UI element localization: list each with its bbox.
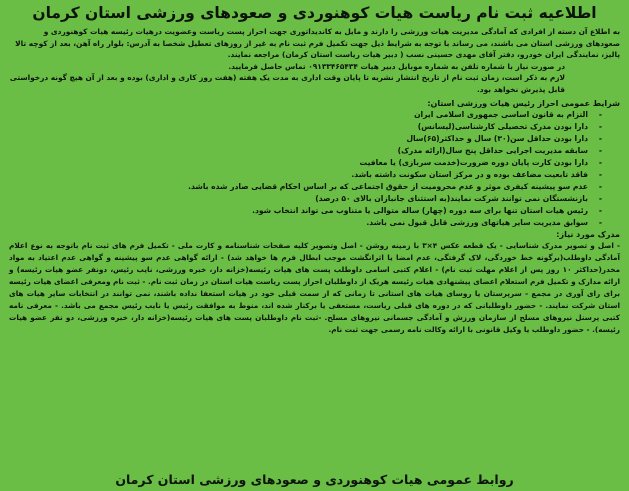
intro-section bbox=[9, 26, 620, 96]
phone-notice: در صورت نیاز با شماره تلفن به شماره موبایل دبیر هیات ۰۹۱۳۳۴۶۵۴۳۴ تماس حاصل فرمایید. bbox=[228, 61, 565, 71]
requirement-item: -رئیس هیات استان تنها برای سه دوره (چهار) ساله متوالی یا متناوب می تواند انتخاب شود. bbox=[252, 205, 602, 215]
requirement-item: -بازنشستگان نمی توانند شرکت نمایند(به استثنای جانبازان بالای ۵۰ درصد) bbox=[315, 194, 602, 204]
registration-period-notice: لازم به ذکر است، زمان ثبت نام از تاریخ انتشار نشریه تا پایان وقت اداری به مدت یک هفته (هفت روز کاری و اداری) بوده و بعد از آن هیچ گونه درخواستی قابل پذیرش نخواهد بود. bbox=[9, 73, 565, 94]
announcement-title: اطلاعیه ثبت نام ریاست هیات کوهنوردی و صعودهای ورزشی استان کرمان bbox=[32, 4, 597, 22]
intro-paragraph: به اطلاع آن دسته از افرادی که آمادگی مدیریت هیات ورزشی را دارند و مایل به کاندیداتوری جهت احراز پست ریاست وعضویت درهیات رئیسه هیات کوهنوردی و صعودهای ورزشی استان می باشند، می رساند با توجه به شرایط ذیل جهت تکمیل فرم ثبت نام به غیر از روزهای تعطیل شخصا به آدرس: بلوار راه آهن، بعد از کوچه تالا پالیز، نمایندگی ایران خودرو، دفتر آقای مهدی حسینی نسب ( دبیر هیات ریاست استان کرمان) مراجعه نمایند. bbox=[15, 27, 620, 60]
requirements-heading: شرایط عمومی احراز رئیس هیات ورزشی استان: bbox=[427, 98, 620, 108]
requirement-item: -دارا بودن کارت پایان دوره ضرورت(خدمت سربازی) یا معافیت bbox=[359, 158, 602, 168]
requirement-item: -فاقد تابعیت مضاعف بوده و در مرکز استان سکونت داشته باشد. bbox=[351, 170, 602, 180]
footer-signature: روابط عمومی هیات کوهنوردی و صعودهای ورزشی استان کرمان bbox=[115, 472, 514, 487]
requirement-item: -دارا بودن حداقل سن(۳۰) سال و حداکثر(۶۵)سال bbox=[406, 134, 602, 144]
requirement-item: -دارا بودن مدرک تحصیلی کارشناسی(لیسانس) bbox=[417, 122, 602, 132]
requirement-item: -سوابق مدیریت سایر هیاتهای ورزشی قابل قبول نمی باشد. bbox=[366, 217, 602, 227]
documents-text: - اصل و تصویر مدرک شناسایی - یک قطعه عکس ۴×۳ با زمینه روشن - اصل وتصویر کلیه صفحات شناسنامه و کارت ملی - تکمیل فرم های ثبت نام باتوجه به نوع اعلام آمادگی داوطلب(برگونه خط خوردگی، لاک گرفتگی، عدم امضا یا اثرانگشت موجب ابطال فرم ها خواهد شد) - ارائه گواهی عدم سو پیشینه و گواهی عدم اعتیاد به مواد مخدر(حداکثر ۱۰ روز پس از اعلام مهلت ثبت نام) - اعلام کتبی اسامی داوطلب پست های هیات رئیسه(خزانه دار، خبره ورزشی، نایب رئیس، دونفر عضو هیات رئیسه) و ارائه مدارک و تکمیل فرم استعلام اعضای پیشنهادی هیات رئیسه هریک از داوطلبان احراز پست ریاست هیات استان در زمان ثبت نام. - ثبت نام ومعرفی اعضای هیات رئیسه برای رای آوری در مجمع - سرپرستان یا روسای هیات های استانی تا زمانی که از سمت قبلی خود در هیات استعفا نداده باشند، نمی توانند در انتخابات سایر هیات های استان شرکت نمایند. - حضور داوطلبانی که در دوره های قبلی ریاست، مستعفی یا برکنار شده اند، منوط به موافقت رئیس یا نایب رئیس مجمع می باشد. - معرفی نامه کتبی پرسنل نیروهای مسلح از سازمان ورزش و آمادگی جسمانی نیروهای مسلح. -ثبت نام داوطلبان پست های هیات رئیسه(خزانه دار، خبره ورزشی، دو نفر عضو هیات رئیسه). - حضور داوطلب یا وکیل قانونی با ارائه وکالت نامه رسمی جهت ثبت نام. bbox=[9, 241, 620, 334]
requirement-item: -التزام به قانون اساسی جمهوری اسلامی ایران bbox=[414, 110, 602, 120]
requirement-item: -عدم سو پیشینه کیفری موثر و عدم محرومیت از حقوق اجتماعی که بر اساس احکام قضایی صادر شده باشد. bbox=[188, 182, 602, 192]
documents-heading: مدرک مورد نیاز: bbox=[556, 229, 620, 239]
requirement-item: -سابقه مدیریت اجرایی حداقل پنج سال(ارائه مدرک) bbox=[397, 146, 602, 156]
requirements-list bbox=[9, 109, 620, 229]
